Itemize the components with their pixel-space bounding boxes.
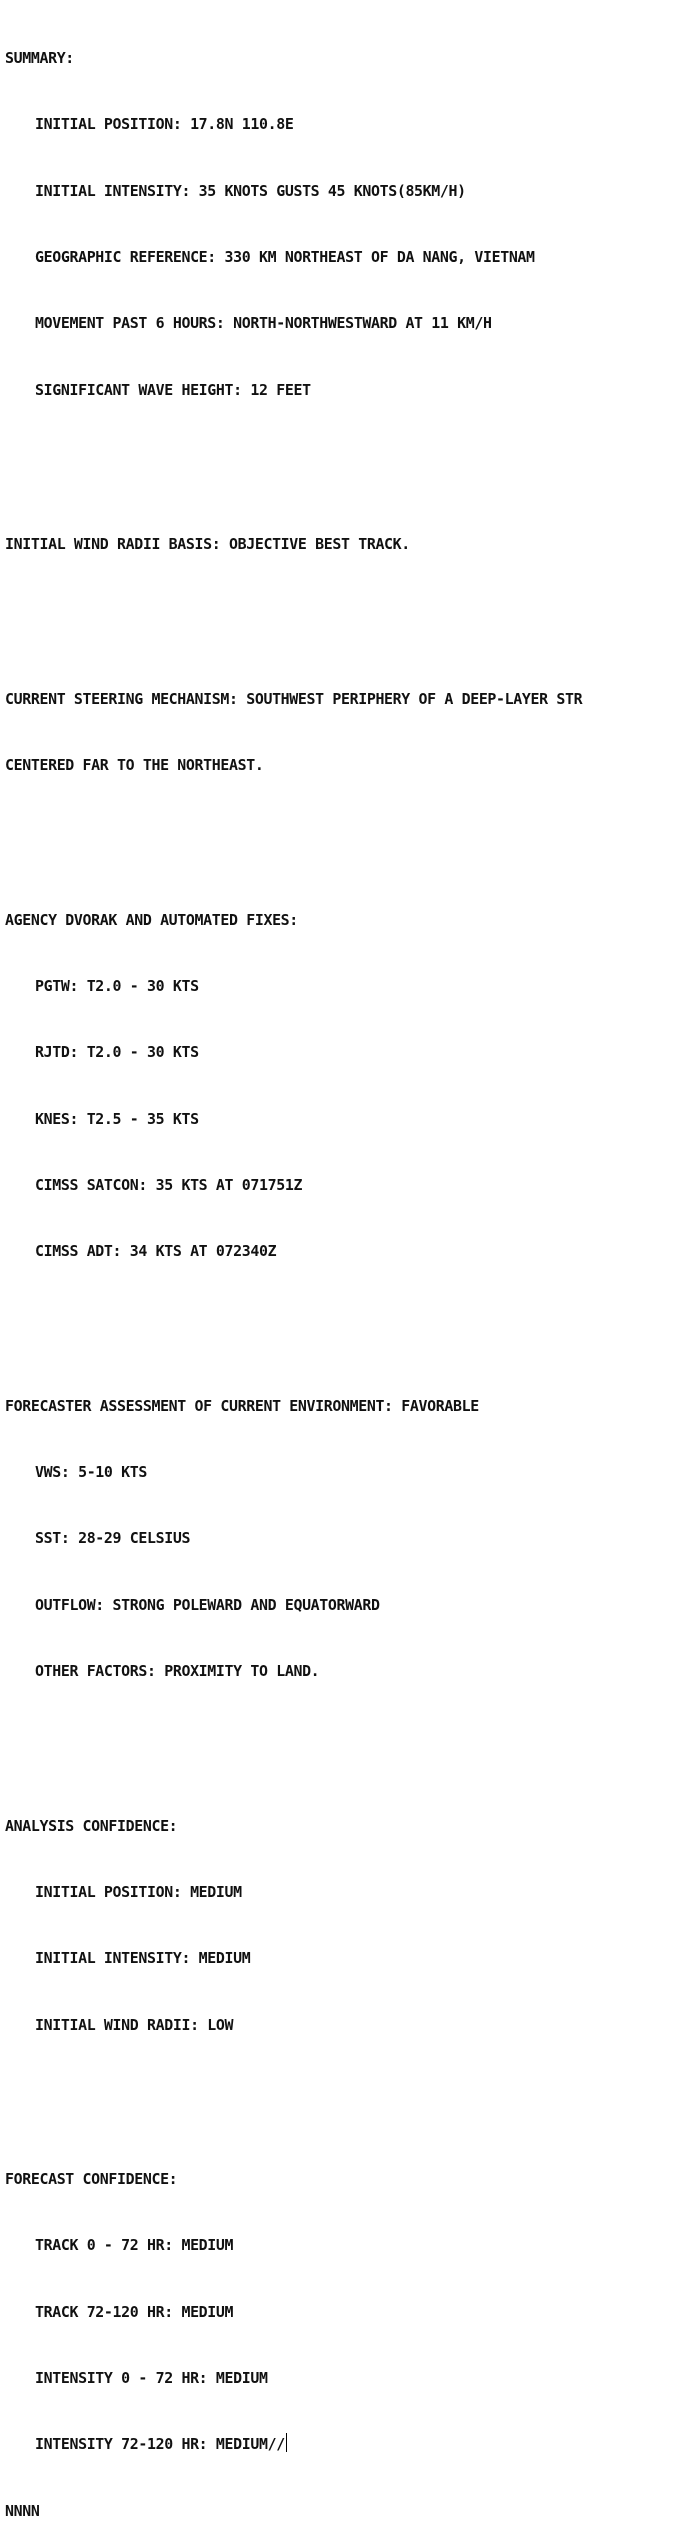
environment-vws: VWS: 5-10 KTS (35, 1463, 147, 1482)
dvorak-pgtw: PGTW: T2.0 - 30 KTS (35, 977, 199, 996)
analysis-confidence-heading: ANALYSIS CONFIDENCE: (5, 1816, 178, 1835)
forecast-track-72-120: TRACK 72-120 HR: MEDIUM (35, 2302, 234, 2321)
blank-line (5, 1726, 685, 1748)
analysis-initial-wind-radii: INITIAL WIND RADII: LOW (35, 2015, 234, 2034)
forecast-intensity-72-120-line (5, 2433, 685, 2455)
dvorak-rjtd: RJTD: T2.0 - 30 KTS (35, 1043, 199, 1062)
forecast-track-0-72: TRACK 0 - 72 HR: MEDIUM (35, 2236, 234, 2255)
bulletin-text[interactable] (5, 3, 685, 2544)
forecast-intensity-0-72: INTENSITY 0 - 72 HR: MEDIUM (35, 2369, 268, 2388)
summary-wave-height: SIGNIFICANT WAVE HEIGHT: 12 FEET (35, 380, 311, 399)
end-marker: NNNN (5, 2501, 40, 2520)
dvorak-cimss-adt: CIMSS ADT: 34 KTS AT 072340Z (35, 1242, 277, 1261)
blank-line (5, 820, 685, 842)
summary-initial-position: INITIAL POSITION: 17.8N 110.8E (35, 115, 294, 134)
analysis-initial-intensity: INITIAL INTENSITY: MEDIUM (35, 1949, 251, 1968)
blank-line (5, 600, 685, 622)
summary-initial-intensity: INITIAL INTENSITY: 35 KNOTS GUSTS 45 KNOTS(85KM/H) (35, 181, 466, 200)
summary-movement: MOVEMENT PAST 6 HOURS: NORTH-NORTHWESTWARD AT 11 KM/H (35, 314, 492, 333)
forecast-confidence-heading: FORECAST CONFIDENCE: (5, 2170, 178, 2189)
analysis-initial-position: INITIAL POSITION: MEDIUM (35, 1882, 242, 1901)
steering-line-1: CURRENT STEERING MECHANISM: SOUTHWEST PERIPHERY OF A DEEP-LAYER STR (5, 689, 583, 708)
steering-line-2: CENTERED FAR TO THE NORTHEAST. (5, 756, 264, 775)
environment-other-factors: OTHER FACTORS: PROXIMITY TO LAND. (35, 1662, 320, 1681)
blank-line (5, 2080, 685, 2102)
environment-sst: SST: 28-29 CELSIUS (35, 1529, 191, 1548)
text-cursor (286, 2433, 287, 2452)
wind-radii-basis: INITIAL WIND RADII BASIS: OBJECTIVE BEST TRACK. (5, 535, 410, 554)
dvorak-cimss-satcon: CIMSS SATCON: 35 KTS AT 071751Z (35, 1175, 303, 1194)
environment-outflow: OUTFLOW: STRONG POLEWARD AND EQUATORWARD (35, 1595, 380, 1614)
dvorak-heading: AGENCY DVORAK AND AUTOMATED FIXES: (5, 910, 298, 929)
summary-geographic-reference: GEOGRAPHIC REFERENCE: 330 KM NORTHEAST OF DA NANG, VIETNAM (35, 248, 535, 267)
blank-line (5, 445, 685, 467)
dvorak-knes: KNES: T2.5 - 35 KTS (35, 1109, 199, 1128)
blank-line (5, 1307, 685, 1329)
environment-heading: FORECASTER ASSESSMENT OF CURRENT ENVIRONMENT: FAVORABLE (5, 1396, 479, 1415)
forecast-intensity-72-120: INTENSITY 72-120 HR: MEDIUM// (35, 2435, 285, 2454)
summary-heading: SUMMARY: (5, 49, 74, 68)
